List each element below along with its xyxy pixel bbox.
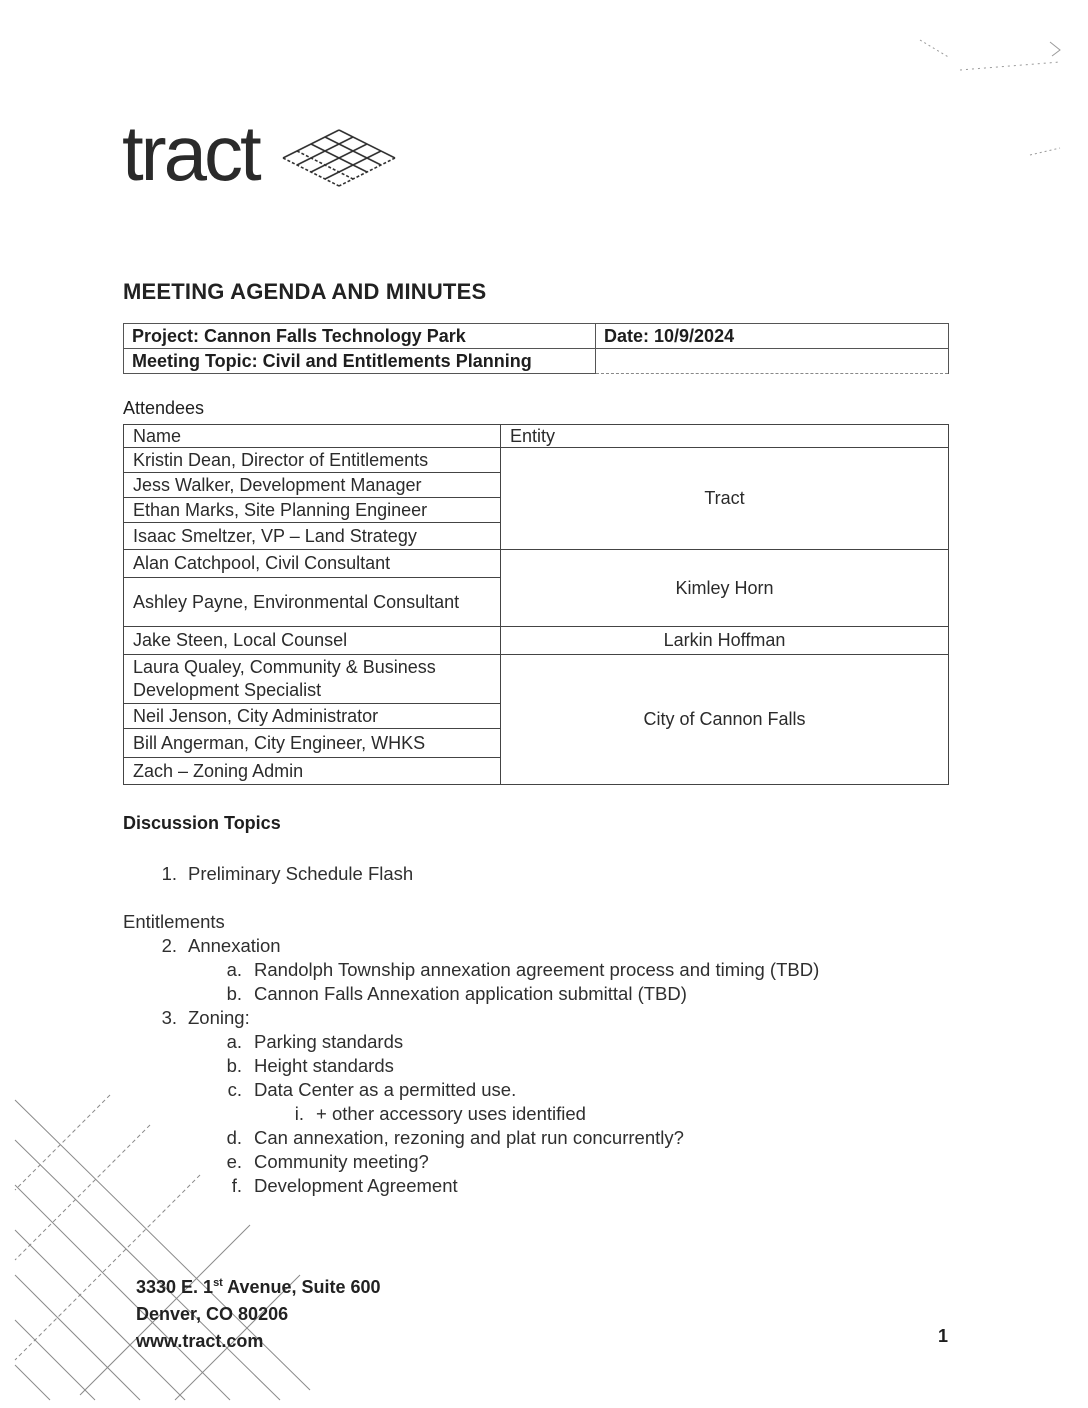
attendee-name: Ashley Payne, Environmental Consultant <box>124 578 501 627</box>
item-text: Randolph Township annexation agreement process and timing (TBD) <box>254 959 820 980</box>
attendee-name: Bill Angerman, City Engineer, WHKS <box>124 729 501 758</box>
item-text: Data Center as a permitted use. <box>254 1079 517 1100</box>
attendee-entity: Kimley Horn <box>501 550 949 627</box>
attendee-entity: Tract <box>501 448 949 550</box>
project-info-table <box>123 323 949 374</box>
item-marker: e. <box>226 1151 242 1172</box>
footer-address <box>136 1270 381 1355</box>
item-marker: 1. <box>161 863 177 884</box>
item-text: Cannon Falls Annexation application submittal (TBD) <box>254 983 687 1004</box>
grid-diamond-icon <box>281 128 397 188</box>
attendee-name: Isaac Smeltzer, VP – Land Strategy <box>124 523 501 550</box>
table-row <box>124 655 949 704</box>
address-street: 3330 E. 1st Avenue, Suite 600 <box>136 1277 381 1297</box>
page-title: MEETING AGENDA AND MINUTES <box>123 279 487 304</box>
item-text: Can annexation, rezoning and plat run concurrently? <box>254 1127 684 1148</box>
item-marker: a. <box>226 959 242 980</box>
item-text: Zoning: <box>188 1007 250 1028</box>
item-text: Community meeting? <box>254 1151 429 1172</box>
attendee-name: Kristin Dean, Director of Entitlements <box>124 448 501 473</box>
item-text: Preliminary Schedule Flash <box>188 863 414 884</box>
attendees-heading: Attendees <box>123 398 205 418</box>
meeting-date: Date: 10/9/2024 <box>596 324 949 349</box>
attendee-name: Alan Catchpool, Civil Consultant <box>124 550 501 578</box>
item-text: + other accessory uses identified <box>316 1103 586 1124</box>
attendee-name: Neil Jenson, City Administrator <box>124 704 501 729</box>
attendee-entity: Larkin Hoffman <box>501 627 949 655</box>
attendees-table <box>123 424 949 785</box>
col-name-header: Name <box>124 425 501 448</box>
attendee-name: Ethan Marks, Site Planning Engineer <box>124 498 501 523</box>
item-marker: f. <box>231 1175 242 1196</box>
col-entity-header: Entity <box>501 425 949 448</box>
address-city: Denver, CO 80206 <box>136 1304 289 1324</box>
item-marker: a. <box>226 1031 242 1052</box>
scan-artifact-icon <box>910 30 1080 180</box>
item-marker: i. <box>294 1103 304 1124</box>
attendee-entity: City of Cannon Falls <box>501 655 949 785</box>
attendee-name: Laura Qualey, Community & Business Development Specialist <box>124 655 501 704</box>
blank-cell <box>596 349 949 374</box>
item-text: Height standards <box>254 1055 394 1076</box>
meeting-topic: Meeting Topic: Civil and Entitlements Planning <box>124 349 596 374</box>
item-marker: 3. <box>161 1007 177 1028</box>
attendee-name: Jake Steen, Local Counsel <box>124 627 501 655</box>
table-row <box>124 550 949 578</box>
item-marker: c. <box>227 1079 242 1100</box>
decorative-grid-icon <box>0 1090 320 1408</box>
page-number: 1 <box>938 1326 949 1346</box>
table-row <box>124 448 949 473</box>
item-marker: 2. <box>161 935 177 956</box>
item-text: Development Agreement <box>254 1175 458 1196</box>
item-text: Annexation <box>188 935 281 956</box>
project-name: Project: Cannon Falls Technology Park <box>124 324 596 349</box>
item-text: Parking standards <box>254 1031 404 1052</box>
attendee-name: Zach – Zoning Admin <box>124 758 501 785</box>
website-link[interactable]: www.tract.com <box>136 1331 264 1351</box>
attendee-name: Jess Walker, Development Manager <box>124 473 501 498</box>
logo-wordmark: tract <box>122 109 259 197</box>
table-header-row <box>124 425 949 448</box>
item-marker: d. <box>226 1127 242 1148</box>
tract-logo <box>122 108 397 198</box>
table-row <box>124 627 949 655</box>
item-marker: b. <box>226 983 242 1004</box>
item-marker: b. <box>226 1055 242 1076</box>
discussion-heading: Discussion Topics <box>123 813 281 833</box>
entitlements-heading: Entitlements <box>123 911 225 932</box>
